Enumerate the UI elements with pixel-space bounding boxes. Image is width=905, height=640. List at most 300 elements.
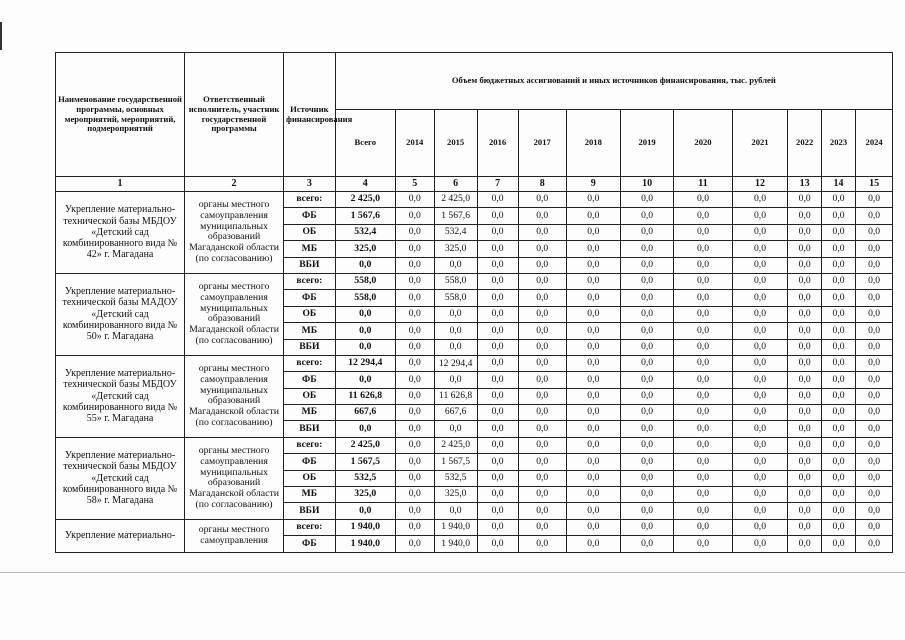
- year-value-cell: 0,0: [518, 192, 566, 208]
- year-value-cell: 0,0: [821, 290, 855, 306]
- source-cell: всего:: [284, 519, 336, 535]
- year-value-cell: 0,0: [821, 503, 855, 519]
- total-cell: 0,0: [335, 339, 395, 355]
- year-value-cell: 0,0: [821, 224, 855, 240]
- year-value-cell: 0,0: [732, 421, 788, 437]
- year-value-cell: 0,0: [821, 372, 855, 388]
- year-value-cell: 0,0: [856, 454, 893, 470]
- year-value-cell: 0,0: [395, 388, 434, 404]
- year-value-cell: 2 425,0: [434, 437, 477, 453]
- year-value-cell: 0,0: [477, 405, 518, 421]
- year-value-cell: 0,0: [395, 536, 434, 552]
- table-row: [56, 192, 893, 208]
- year-value-cell: 0,0: [518, 306, 566, 322]
- year-value-cell: 0,0: [395, 487, 434, 503]
- year-value-cell: 0,0: [732, 519, 788, 535]
- header-year-2021: 2021: [732, 110, 788, 177]
- year-value-cell: 0,0: [788, 519, 821, 535]
- year-value-cell: 0,0: [477, 454, 518, 470]
- year-value-cell: 0,0: [732, 405, 788, 421]
- year-value-cell: 0,0: [518, 290, 566, 306]
- year-value-cell: 0,0: [732, 437, 788, 453]
- year-value-cell: 0,0: [732, 372, 788, 388]
- year-value-cell: 0,0: [395, 437, 434, 453]
- year-value-cell: 558,0: [434, 273, 477, 289]
- year-value-cell: 0,0: [434, 503, 477, 519]
- header-year-2015: 2015: [434, 110, 477, 177]
- year-value-cell: 0,0: [477, 224, 518, 240]
- year-value-cell: 0,0: [434, 339, 477, 355]
- column-number: 11: [674, 177, 732, 192]
- year-value-cell: 0,0: [477, 421, 518, 437]
- year-value-cell: 0,0: [821, 273, 855, 289]
- year-value-cell: 0,0: [788, 306, 821, 322]
- year-value-cell: 0,0: [620, 536, 674, 552]
- total-cell: 558,0: [335, 273, 395, 289]
- header-year-2020: 2020: [674, 110, 732, 177]
- year-value-cell: 0,0: [821, 192, 855, 208]
- table-row: [56, 519, 893, 535]
- year-value-cell: 0,0: [674, 454, 732, 470]
- year-value-cell: 0,0: [477, 519, 518, 535]
- header-source: Источник финансирования: [284, 53, 336, 177]
- year-value-cell: 0,0: [518, 470, 566, 486]
- year-value-cell: 0,0: [732, 224, 788, 240]
- year-value-cell: 0,0: [477, 437, 518, 453]
- year-value-cell: 0,0: [856, 323, 893, 339]
- year-value-cell: 0,0: [518, 224, 566, 240]
- year-value-cell: 0,0: [674, 536, 732, 552]
- year-value-cell: 0,0: [518, 339, 566, 355]
- year-value-cell: 0,0: [566, 290, 620, 306]
- year-value-cell: 0,0: [732, 306, 788, 322]
- page-bottom-line: [0, 572, 905, 573]
- year-value-cell: 11 626,8: [434, 388, 477, 404]
- year-value-cell: 0,0: [620, 257, 674, 273]
- year-value-cell: 0,0: [620, 208, 674, 224]
- year-value-cell: 0,0: [434, 306, 477, 322]
- year-value-cell: 0,0: [477, 323, 518, 339]
- year-value-cell: 0,0: [395, 339, 434, 355]
- year-value-cell: 0,0: [856, 339, 893, 355]
- year-value-cell: 0,0: [395, 421, 434, 437]
- year-value-cell: 0,0: [620, 470, 674, 486]
- year-value-cell: 0,0: [477, 339, 518, 355]
- year-value-cell: 0,0: [620, 388, 674, 404]
- year-value-cell: 0,0: [788, 405, 821, 421]
- year-value-cell: 0,0: [566, 536, 620, 552]
- year-value-cell: 0,0: [566, 421, 620, 437]
- year-value-cell: 0,0: [674, 257, 732, 273]
- year-value-cell: 1 567,5: [434, 454, 477, 470]
- year-value-cell: 0,0: [821, 437, 855, 453]
- year-value-cell: 0,0: [566, 306, 620, 322]
- year-value-cell: 0,0: [732, 290, 788, 306]
- year-value-cell: 0,0: [477, 503, 518, 519]
- year-value-cell: 0,0: [477, 192, 518, 208]
- year-value-cell: 0,0: [856, 257, 893, 273]
- year-value-cell: 0,0: [434, 421, 477, 437]
- executor-cell: органы местного самоуправления муниципальных образований Магаданской области (по согласованию): [185, 355, 284, 437]
- year-value-cell: 0,0: [674, 519, 732, 535]
- total-cell: 0,0: [335, 306, 395, 322]
- total-cell: 532,5: [335, 470, 395, 486]
- year-value-cell: 0,0: [477, 290, 518, 306]
- total-cell: 0,0: [335, 503, 395, 519]
- header-total: Всего: [335, 110, 395, 177]
- year-value-cell: 0,0: [788, 388, 821, 404]
- year-value-cell: 0,0: [620, 421, 674, 437]
- table-header: [56, 53, 893, 192]
- total-cell: 667,6: [335, 405, 395, 421]
- year-value-cell: 558,0: [434, 290, 477, 306]
- total-cell: 0,0: [335, 421, 395, 437]
- year-value-cell: 0,0: [674, 273, 732, 289]
- year-value-cell: 0,0: [566, 437, 620, 453]
- header-year-2018: 2018: [566, 110, 620, 177]
- source-cell: ФБ: [284, 372, 336, 388]
- year-value-cell: 0,0: [732, 355, 788, 371]
- year-value-cell: 0,0: [674, 290, 732, 306]
- year-value-cell: 0,0: [856, 306, 893, 322]
- year-value-cell: 0,0: [434, 372, 477, 388]
- year-value-cell: 0,0: [566, 519, 620, 535]
- year-value-cell: 0,0: [620, 306, 674, 322]
- year-value-cell: 0,0: [477, 208, 518, 224]
- year-value-cell: 0,0: [518, 536, 566, 552]
- year-value-cell: 0,0: [821, 421, 855, 437]
- year-value-cell: 0,0: [788, 503, 821, 519]
- source-cell: всего:: [284, 437, 336, 453]
- executor-cell: органы местного самоуправления муниципальных образований Магаданской области (по согласованию): [185, 192, 284, 274]
- year-value-cell: 0,0: [856, 405, 893, 421]
- year-value-cell: 0,0: [732, 388, 788, 404]
- year-value-cell: 1 567,6: [434, 208, 477, 224]
- year-value-cell: 0,0: [434, 323, 477, 339]
- column-number: 1: [56, 177, 185, 192]
- year-value-cell: 0,0: [856, 372, 893, 388]
- year-value-cell: 0,0: [788, 241, 821, 257]
- year-value-cell: 1 940,0: [434, 536, 477, 552]
- year-value-cell: 0,0: [620, 454, 674, 470]
- year-value-cell: 0,0: [620, 339, 674, 355]
- year-value-cell: 0,0: [518, 355, 566, 371]
- year-value-cell: 0,0: [477, 536, 518, 552]
- year-value-cell: 0,0: [518, 454, 566, 470]
- year-value-cell: 0,0: [566, 454, 620, 470]
- year-value-cell: 0,0: [788, 257, 821, 273]
- year-value-cell: 0,0: [477, 306, 518, 322]
- year-value-cell: 0,0: [821, 388, 855, 404]
- year-value-cell: 0,0: [821, 536, 855, 552]
- source-cell: ФБ: [284, 290, 336, 306]
- program-name-cell: Укрепление материально-: [56, 519, 185, 552]
- source-cell: МБ: [284, 241, 336, 257]
- year-value-cell: 1 940,0: [434, 519, 477, 535]
- year-value-cell: 0,0: [620, 323, 674, 339]
- year-value-cell: 0,0: [674, 339, 732, 355]
- year-value-cell: 0,0: [732, 470, 788, 486]
- year-value-cell: 0,0: [788, 273, 821, 289]
- total-cell: 0,0: [335, 323, 395, 339]
- year-value-cell: 0,0: [518, 257, 566, 273]
- year-value-cell: 0,0: [566, 372, 620, 388]
- year-value-cell: 0,0: [566, 503, 620, 519]
- source-cell: ВБИ: [284, 421, 336, 437]
- year-value-cell: 0,0: [518, 323, 566, 339]
- year-value-cell: 0,0: [395, 355, 434, 371]
- year-value-cell: 0,0: [788, 536, 821, 552]
- year-value-cell: 0,0: [477, 388, 518, 404]
- year-value-cell: 0,0: [788, 355, 821, 371]
- executor-cell: органы местного самоуправления муниципальных образований Магаданской области (по согласованию): [185, 437, 284, 519]
- column-number: 13: [788, 177, 821, 192]
- total-cell: 1 567,5: [335, 454, 395, 470]
- year-value-cell: 0,0: [566, 257, 620, 273]
- year-value-cell: 0,0: [788, 224, 821, 240]
- table-row: [56, 355, 893, 371]
- year-value-cell: 0,0: [620, 224, 674, 240]
- year-value-cell: 0,0: [788, 421, 821, 437]
- year-value-cell: 0,0: [732, 536, 788, 552]
- year-value-cell: 0,0: [518, 421, 566, 437]
- year-value-cell: 0,0: [856, 192, 893, 208]
- year-value-cell: 0,0: [566, 224, 620, 240]
- year-value-cell: 0,0: [821, 470, 855, 486]
- header-year-2022: 2022: [788, 110, 821, 177]
- year-value-cell: 532,4: [434, 224, 477, 240]
- source-cell: МБ: [284, 405, 336, 421]
- column-number: 12: [732, 177, 788, 192]
- year-value-cell: 0,0: [674, 355, 732, 371]
- year-value-cell: 0,0: [518, 437, 566, 453]
- year-value-cell: 0,0: [477, 273, 518, 289]
- year-value-cell: 0,0: [395, 290, 434, 306]
- total-cell: 1 567,6: [335, 208, 395, 224]
- year-value-cell: 0,0: [395, 273, 434, 289]
- header-year-2014: 2014: [395, 110, 434, 177]
- year-value-cell: 0,0: [856, 273, 893, 289]
- year-value-cell: 0,0: [566, 208, 620, 224]
- year-value-cell: 0,0: [477, 257, 518, 273]
- table-row: [56, 273, 893, 289]
- year-value-cell: 0,0: [674, 487, 732, 503]
- header-year-2016: 2016: [477, 110, 518, 177]
- year-value-cell: 0,0: [788, 437, 821, 453]
- column-number: 9: [566, 177, 620, 192]
- year-value-cell: 0,0: [566, 405, 620, 421]
- year-value-cell: 0,0: [856, 388, 893, 404]
- year-value-cell: 0,0: [674, 306, 732, 322]
- column-number: 6: [434, 177, 477, 192]
- header-executor: Ответственный исполнитель, участник государственной программы: [185, 53, 284, 177]
- source-cell: ОБ: [284, 470, 336, 486]
- year-value-cell: 0,0: [674, 388, 732, 404]
- year-value-cell: 0,0: [821, 339, 855, 355]
- year-value-cell: 0,0: [620, 405, 674, 421]
- year-value-cell: 0,0: [856, 290, 893, 306]
- header-year-2023: 2023: [821, 110, 855, 177]
- total-cell: 558,0: [335, 290, 395, 306]
- year-value-cell: 0,0: [821, 306, 855, 322]
- year-value-cell: 0,0: [395, 470, 434, 486]
- year-value-cell: 0,0: [674, 224, 732, 240]
- column-number: 4: [335, 177, 395, 192]
- year-value-cell: 0,0: [821, 208, 855, 224]
- column-number: 3: [284, 177, 336, 192]
- year-value-cell: 0,0: [674, 421, 732, 437]
- total-cell: 1 940,0: [335, 536, 395, 552]
- year-value-cell: 0,0: [395, 519, 434, 535]
- year-value-cell: 2 425,0: [434, 192, 477, 208]
- year-value-cell: 0,0: [821, 454, 855, 470]
- year-value-cell: 0,0: [732, 241, 788, 257]
- year-value-cell: 0,0: [788, 339, 821, 355]
- executor-cell: органы местного самоуправления муниципальных образований Магаданской области (по согласованию): [185, 273, 284, 355]
- binding-mark: [0, 22, 2, 50]
- year-value-cell: 0,0: [674, 470, 732, 486]
- year-value-cell: 0,0: [821, 487, 855, 503]
- table-row: [56, 437, 893, 453]
- header-year-2019: 2019: [620, 110, 674, 177]
- year-value-cell: 0,0: [566, 273, 620, 289]
- year-value-cell: 0,0: [856, 536, 893, 552]
- year-value-cell: 0,0: [732, 503, 788, 519]
- year-value-cell: 0,0: [395, 192, 434, 208]
- year-value-cell: 0,0: [620, 241, 674, 257]
- year-value-cell: 0,0: [395, 241, 434, 257]
- source-cell: ВБИ: [284, 339, 336, 355]
- year-value-cell: 0,0: [566, 192, 620, 208]
- header-program-name: Наименование государственной программы, основных мероприятий, мероприятий, подмероприятий: [56, 53, 185, 177]
- year-value-cell: 0,0: [477, 372, 518, 388]
- year-value-cell: 0,0: [732, 208, 788, 224]
- year-value-cell: 325,0: [434, 241, 477, 257]
- total-cell: 2 425,0: [335, 437, 395, 453]
- year-value-cell: 0,0: [518, 519, 566, 535]
- total-cell: 325,0: [335, 241, 395, 257]
- total-cell: 11 626,8: [335, 388, 395, 404]
- year-value-cell: 0,0: [518, 372, 566, 388]
- year-value-cell: 0,0: [620, 355, 674, 371]
- year-value-cell: 0,0: [566, 388, 620, 404]
- year-value-cell: 12 294,4: [434, 355, 477, 371]
- year-value-cell: 0,0: [620, 519, 674, 535]
- year-value-cell: 0,0: [821, 323, 855, 339]
- year-value-cell: 0,0: [620, 290, 674, 306]
- source-cell: ФБ: [284, 208, 336, 224]
- source-cell: всего:: [284, 273, 336, 289]
- year-value-cell: 0,0: [518, 241, 566, 257]
- year-value-cell: 0,0: [620, 487, 674, 503]
- source-cell: ОБ: [284, 224, 336, 240]
- year-value-cell: 0,0: [395, 306, 434, 322]
- year-value-cell: 667,6: [434, 405, 477, 421]
- source-cell: всего:: [284, 192, 336, 208]
- year-value-cell: 0,0: [395, 503, 434, 519]
- year-value-cell: 0,0: [566, 339, 620, 355]
- year-value-cell: 0,0: [620, 273, 674, 289]
- year-value-cell: 0,0: [821, 519, 855, 535]
- year-value-cell: 0,0: [821, 355, 855, 371]
- year-value-cell: 0,0: [566, 241, 620, 257]
- table-body: [56, 192, 893, 553]
- year-value-cell: 0,0: [821, 405, 855, 421]
- year-value-cell: 0,0: [856, 487, 893, 503]
- year-value-cell: 0,0: [518, 388, 566, 404]
- year-value-cell: 0,0: [674, 241, 732, 257]
- year-value-cell: 0,0: [856, 241, 893, 257]
- year-value-cell: 0,0: [788, 470, 821, 486]
- year-value-cell: 0,0: [732, 323, 788, 339]
- column-number: 2: [185, 177, 284, 192]
- total-cell: 325,0: [335, 487, 395, 503]
- source-cell: ФБ: [284, 454, 336, 470]
- program-name-cell: Укрепление материально-технической базы МАДОУ «Детский сад комбинированного вида № 50» г. Магадана: [56, 273, 185, 355]
- year-value-cell: 0,0: [477, 241, 518, 257]
- total-cell: 0,0: [335, 257, 395, 273]
- year-value-cell: 0,0: [788, 323, 821, 339]
- header-year-2017: 2017: [518, 110, 566, 177]
- year-value-cell: 0,0: [788, 487, 821, 503]
- year-value-cell: 325,0: [434, 487, 477, 503]
- year-value-cell: 0,0: [566, 487, 620, 503]
- year-value-cell: 0,0: [518, 208, 566, 224]
- year-value-cell: 0,0: [674, 372, 732, 388]
- year-value-cell: 0,0: [395, 372, 434, 388]
- year-value-cell: 0,0: [566, 470, 620, 486]
- source-cell: ВБИ: [284, 503, 336, 519]
- year-value-cell: 0,0: [477, 470, 518, 486]
- source-cell: ВБИ: [284, 257, 336, 273]
- year-value-cell: 0,0: [788, 208, 821, 224]
- year-value-cell: 0,0: [395, 405, 434, 421]
- year-value-cell: 0,0: [674, 192, 732, 208]
- budget-table: [55, 52, 893, 553]
- source-cell: МБ: [284, 487, 336, 503]
- year-value-cell: 0,0: [518, 273, 566, 289]
- year-value-cell: 0,0: [518, 487, 566, 503]
- year-value-cell: 0,0: [732, 192, 788, 208]
- year-value-cell: 0,0: [477, 487, 518, 503]
- year-value-cell: 0,0: [732, 339, 788, 355]
- year-value-cell: 0,0: [856, 437, 893, 453]
- year-value-cell: 0,0: [732, 273, 788, 289]
- year-value-cell: 0,0: [620, 192, 674, 208]
- year-value-cell: 0,0: [620, 372, 674, 388]
- year-value-cell: 0,0: [821, 241, 855, 257]
- year-value-cell: 0,0: [788, 454, 821, 470]
- program-name-cell: Укрепление материально-технической базы МБДОУ «Детский сад комбинированного вида № 55» г. Магадана: [56, 355, 185, 437]
- year-value-cell: 0,0: [518, 503, 566, 519]
- source-cell: ОБ: [284, 388, 336, 404]
- year-value-cell: 0,0: [620, 503, 674, 519]
- year-value-cell: 0,0: [856, 470, 893, 486]
- column-number: 15: [856, 177, 893, 192]
- year-value-cell: 0,0: [732, 454, 788, 470]
- year-value-cell: 0,0: [477, 355, 518, 371]
- column-number: 10: [620, 177, 674, 192]
- column-number: 5: [395, 177, 434, 192]
- total-cell: 0,0: [335, 372, 395, 388]
- source-cell: всего:: [284, 355, 336, 371]
- year-value-cell: 0,0: [788, 372, 821, 388]
- year-value-cell: 0,0: [856, 224, 893, 240]
- year-value-cell: 0,0: [856, 519, 893, 535]
- source-cell: ОБ: [284, 306, 336, 322]
- year-value-cell: 0,0: [856, 503, 893, 519]
- year-value-cell: 532,5: [434, 470, 477, 486]
